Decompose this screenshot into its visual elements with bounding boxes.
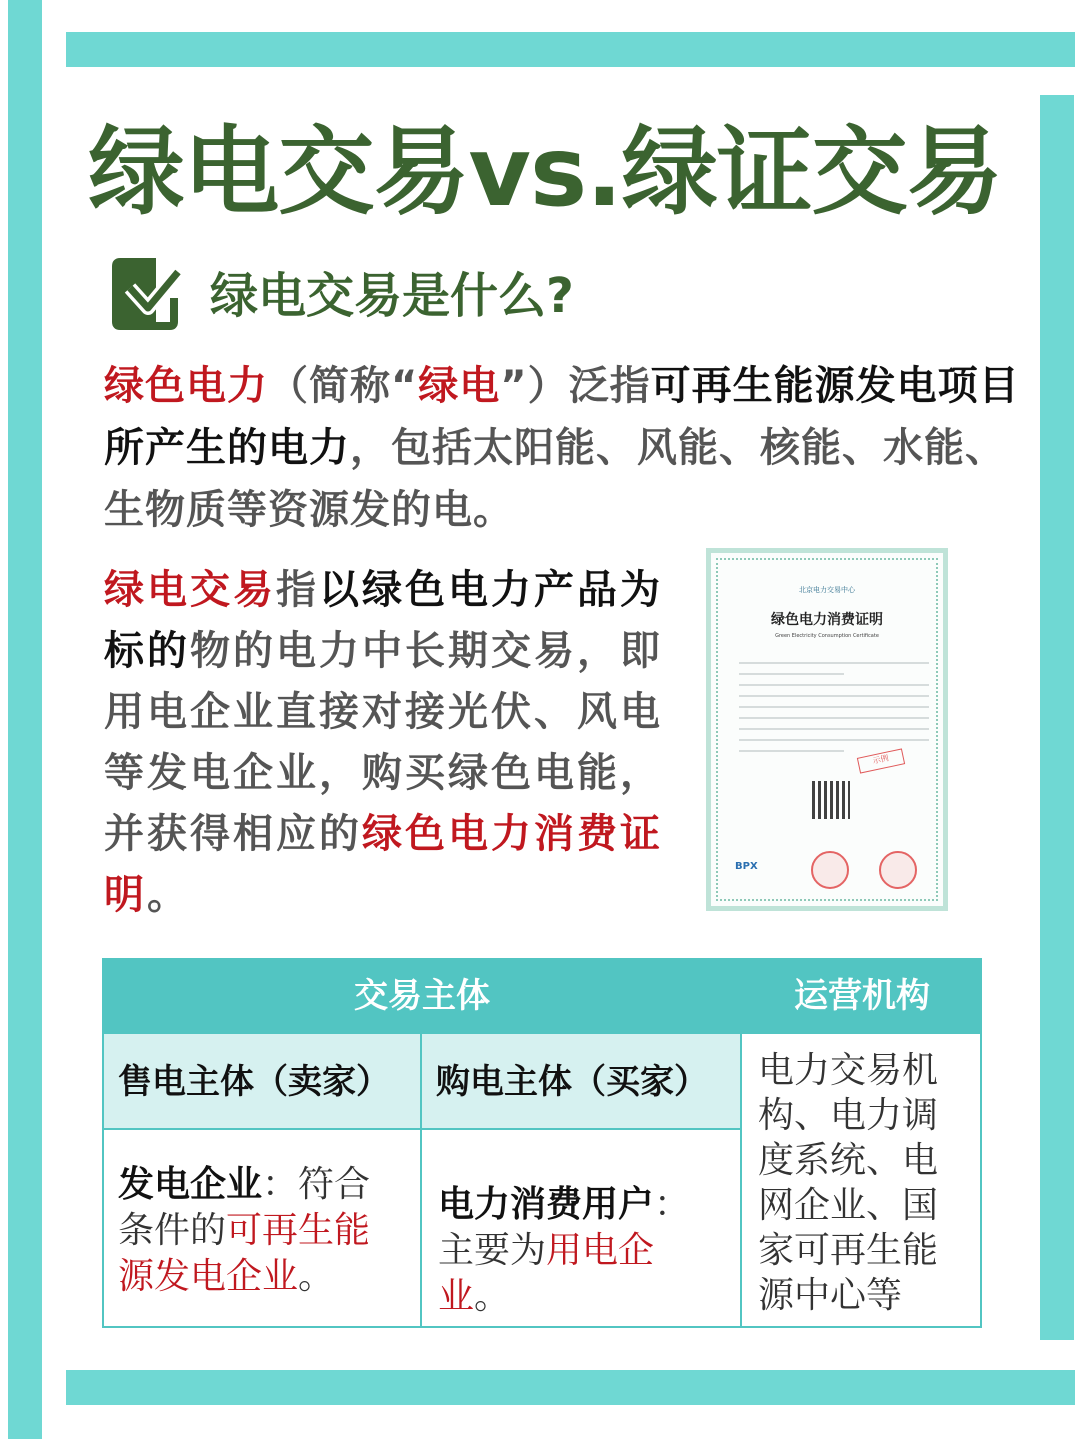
buyer-label: 电力消费用户 bbox=[438, 1184, 655, 1225]
seller-label: 发电企业 bbox=[118, 1164, 263, 1205]
text-plain: 。 bbox=[147, 872, 190, 918]
text-plain: 物的电力中长期交易，即用电企业直接对接光伏、风电等发电企业，购买绿色电能，并获得相应的 bbox=[104, 628, 663, 857]
operators-description: 电力交易机构、电力调度系统、电网企业、国家可再生能源中心等 bbox=[742, 1034, 982, 1328]
text-highlight: 绿色电力消费证明 bbox=[104, 811, 663, 918]
text-emphasis: 可再生能源发电项目所产生的电力 bbox=[104, 363, 1020, 471]
header-operators: 运营机构 bbox=[742, 958, 982, 1034]
certificate-image bbox=[706, 548, 948, 911]
certificate-text-lines bbox=[739, 653, 929, 761]
right-decor-bar bbox=[1040, 95, 1074, 1340]
text-highlight: 用电企业 bbox=[438, 1230, 655, 1317]
text-plain: ”）泛指 bbox=[500, 363, 651, 409]
text-plain: 指 bbox=[276, 567, 319, 613]
certificate-logo: BPX bbox=[735, 861, 758, 872]
text-plain: ，包括太阳能、风能、核能、水能、生物质等资源发的电。 bbox=[104, 425, 1006, 533]
left-decor-bar bbox=[8, 0, 42, 1439]
header-trade-parties: 交易主体 bbox=[102, 958, 742, 1034]
text-plain: ：符合条件的 bbox=[118, 1164, 371, 1251]
text-plain: （简称“ bbox=[268, 363, 419, 409]
text-plain: 。 bbox=[474, 1276, 511, 1317]
text-plain: ：主要为 bbox=[438, 1184, 691, 1271]
qr-code-icon bbox=[812, 781, 850, 819]
top-decor-bar bbox=[66, 32, 1075, 67]
seller-description bbox=[102, 1130, 422, 1328]
seller-header: 售电主体（卖家） bbox=[102, 1034, 422, 1130]
bottom-decor-bar bbox=[66, 1370, 1075, 1405]
buyer-header: 购电主体（买家） bbox=[422, 1034, 742, 1130]
certificate-title: 绿色电力消费证明 bbox=[771, 612, 883, 628]
page-title: 绿电交易vs.绿证交易 bbox=[88, 116, 1002, 228]
certificate-english-title: Green Electricity Consumption Certificate bbox=[775, 633, 879, 639]
checkbox-check-icon bbox=[112, 258, 182, 330]
trade-table bbox=[102, 958, 982, 1328]
text-highlight: 可再生能源发电企业 bbox=[118, 1210, 371, 1297]
text-plain: 。 bbox=[298, 1256, 335, 1297]
certificate-stamp: 示例 bbox=[857, 748, 905, 773]
buyer-description bbox=[422, 1130, 742, 1328]
intro-paragraph bbox=[104, 355, 1024, 541]
text-highlight: 绿色电力 bbox=[104, 363, 268, 409]
text-highlight: 绿电交易 bbox=[104, 567, 276, 613]
certificate-org: 北京电力交易中心 bbox=[799, 586, 855, 594]
definition-paragraph bbox=[104, 560, 664, 926]
seal-icon bbox=[879, 851, 917, 889]
section-subtitle: 绿电交易是什么? bbox=[210, 268, 574, 324]
text-emphasis: 以绿色电力产品为标的 bbox=[104, 567, 663, 674]
seal-icon bbox=[811, 851, 849, 889]
text-highlight: 绿电 bbox=[418, 363, 501, 409]
